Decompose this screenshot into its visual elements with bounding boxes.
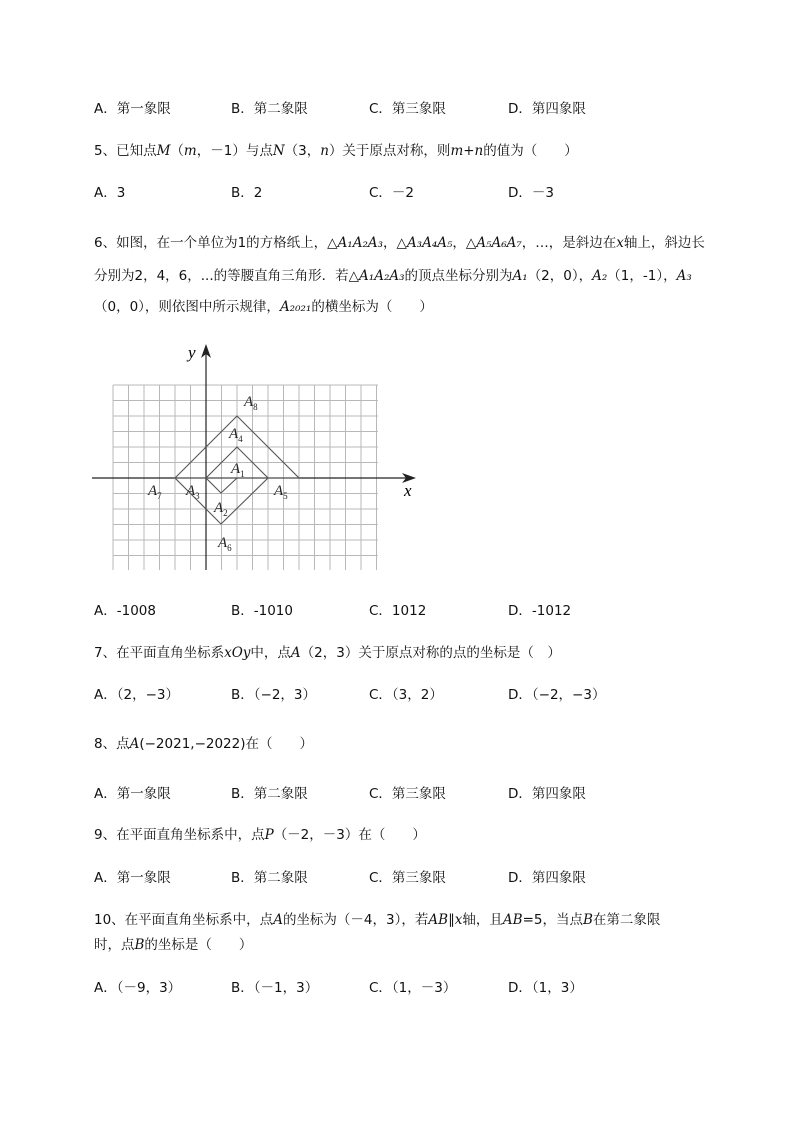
- label-a5: $A_5$: [274, 483, 288, 501]
- q6-option-a[interactable]: A．-1008: [94, 603, 156, 619]
- q6-option-b[interactable]: B．-1010: [231, 603, 293, 619]
- q7-option-c[interactable]: C．（3，2）: [369, 687, 443, 703]
- q6-text: （2，0），: [527, 268, 593, 284]
- q6-text: 分别为2，4，6，...的等腰直角三角形．若△: [94, 268, 360, 284]
- q6-option-c[interactable]: C．1012: [369, 603, 427, 619]
- q10-point-a: A: [273, 912, 283, 928]
- q10-option-d[interactable]: D．（1，3）: [508, 980, 583, 996]
- q8-point-a: A: [129, 736, 140, 752]
- q8-coordinates: (−2021,−2022): [139, 736, 246, 752]
- q10-text: 10、在平面直角坐标系中，点: [94, 912, 274, 928]
- label-a1: $A_1$: [231, 461, 245, 479]
- point-a1: A₁: [512, 268, 528, 284]
- q4-option-d[interactable]: D．第四象限: [508, 101, 586, 117]
- q10-text: 时，点: [94, 937, 135, 953]
- q7-option-a[interactable]: A．（2，−3）: [94, 687, 179, 703]
- q6-text: ，△: [383, 235, 407, 251]
- q8-option-a[interactable]: A．第一象限: [94, 786, 171, 802]
- q10-point-b: B: [134, 937, 145, 953]
- q7-text: 7、在平面直角坐标系: [94, 645, 225, 661]
- q9-option-a[interactable]: A．第一象限: [94, 870, 171, 886]
- point-a2021: A₂₀₂₁: [279, 299, 312, 315]
- q8-text: 在（ ）: [245, 736, 314, 752]
- q6-text: ，△: [452, 235, 477, 251]
- x-axis-label: x: [404, 481, 412, 500]
- q5-point-m: M: [156, 143, 171, 159]
- q10-stem-line-2: [94, 936, 252, 954]
- triangle-a1a2a3: A₁A₂A₃: [359, 268, 405, 284]
- q8-option-c[interactable]: C．第三象限: [369, 786, 446, 802]
- point-a2: A₂: [592, 268, 608, 284]
- q6-text: 的横坐标为（ ）: [311, 299, 433, 315]
- q9-option-c[interactable]: C．第三象限: [369, 870, 446, 886]
- label-a2: $A_2$: [214, 500, 228, 518]
- label-a3: $A_3$: [186, 483, 200, 501]
- q5-text: （: [170, 143, 184, 159]
- q7-text: 中，点: [250, 645, 291, 661]
- q6-stem-line-1: [94, 234, 705, 252]
- q5-option-c[interactable]: C．－2: [369, 185, 415, 201]
- q7-system-xoy: xOy: [224, 645, 251, 661]
- parallel-symbol: ∥: [448, 912, 455, 928]
- q6-text: （0，0），则依图中所示规律，: [94, 299, 280, 315]
- q9-option-d[interactable]: D．第四象限: [508, 870, 586, 886]
- triangle-a5a6a7: A₅A₆A₇: [476, 235, 522, 251]
- q9-text: 9、在平面直角坐标系中，点: [94, 827, 265, 843]
- triangle-a1a2a3: A₁A₂A₃: [337, 235, 384, 251]
- q9-stem: [94, 826, 426, 844]
- q10-option-c[interactable]: C．（1，－3）: [369, 980, 457, 996]
- q10-text: =5，当点: [522, 912, 583, 928]
- q6-text: （1，-1），: [607, 268, 677, 284]
- q10-stem-line-1: [94, 911, 660, 929]
- q4-options: [94, 100, 734, 118]
- q4-option-c[interactable]: C．第三象限: [369, 101, 446, 117]
- q6-text: ，…，是斜边在: [521, 235, 617, 251]
- q7-point-a: A: [290, 645, 301, 661]
- q7-stem: [94, 644, 561, 662]
- q9-text: （－2，－3）在（ ）: [273, 827, 426, 843]
- y-axis-label: y: [188, 343, 196, 362]
- q6-stem-line-2: [94, 267, 692, 285]
- label-a4: $A_4$: [229, 426, 243, 444]
- q5-var-n: n: [320, 143, 329, 159]
- q9-option-b[interactable]: B．第二象限: [231, 870, 308, 886]
- q5-text: 的值为（ ）: [483, 143, 578, 159]
- q5-option-b[interactable]: B．2: [231, 185, 263, 201]
- x-axis-var: x: [616, 235, 624, 251]
- point-a3: A₃: [676, 268, 692, 284]
- q10-text: 的坐标为（－4，3），若: [282, 912, 429, 928]
- q5-option-d[interactable]: D．－3: [508, 185, 554, 201]
- q8-option-d[interactable]: D．第四象限: [508, 786, 586, 802]
- q7-text: （2，3）关于原点对称的点的坐标是（ ）: [300, 645, 561, 661]
- q6-text: 轴上，斜边长: [623, 235, 705, 251]
- q10-option-a[interactable]: A．（－9，3）: [94, 980, 182, 996]
- q6-options: [94, 602, 734, 620]
- q8-option-b[interactable]: B．第二象限: [231, 786, 308, 802]
- q10-option-b[interactable]: B．（－1，3）: [231, 980, 319, 996]
- q10-point-b: B: [583, 912, 593, 928]
- q10-options: [94, 979, 734, 997]
- label-a7: $A_7$: [148, 483, 162, 501]
- q10-text: 在第二象限: [592, 912, 661, 928]
- q5-options: [94, 184, 734, 202]
- q6-grid-figure: [88, 340, 423, 575]
- q5-expression: m+n: [450, 143, 484, 159]
- q5-text: 5、已知点: [94, 143, 157, 159]
- q10-x-var: x: [454, 912, 463, 928]
- q8-stem: [94, 735, 313, 753]
- q10-segment-ab: AB: [502, 912, 523, 928]
- q6-stem-line-3: [94, 298, 433, 316]
- q5-text: ）关于原点对称，则: [328, 143, 451, 159]
- q7-option-b[interactable]: B．（−2，3）: [231, 687, 317, 703]
- q5-text: ，－1）与点: [196, 143, 273, 159]
- label-a8: $A_8$: [244, 394, 258, 412]
- q4-option-b[interactable]: B．第二象限: [231, 101, 308, 117]
- q10-segment-ab: AB: [428, 912, 449, 928]
- q8-options: [94, 785, 734, 803]
- q9-point-p: P: [264, 827, 274, 843]
- q10-text: 的坐标是（ ）: [144, 937, 253, 953]
- q5-text: （3，: [284, 143, 321, 159]
- q5-stem: [94, 142, 578, 160]
- q7-options: [94, 686, 734, 704]
- label-a6: $A_6$: [218, 535, 232, 553]
- q4-option-a[interactable]: A．第一象限: [94, 101, 171, 117]
- triangle-a3a4a5: A₃A₄A₅: [406, 235, 453, 251]
- q10-text: 轴，且: [462, 912, 503, 928]
- q8-text: 8、点: [94, 736, 130, 752]
- q6-text: 6、如图，在一个单位为1的方格纸上，△: [94, 235, 338, 251]
- q6-option-d[interactable]: D．-1012: [508, 603, 572, 619]
- q6-text: 的顶点坐标分别为: [404, 268, 513, 284]
- q5-option-a[interactable]: A．3: [94, 185, 126, 201]
- q5-var-m: m: [183, 143, 197, 159]
- q5-point-n: N: [272, 143, 285, 159]
- q7-option-d[interactable]: D．（−2，−3）: [508, 687, 606, 703]
- q9-options: [94, 869, 734, 887]
